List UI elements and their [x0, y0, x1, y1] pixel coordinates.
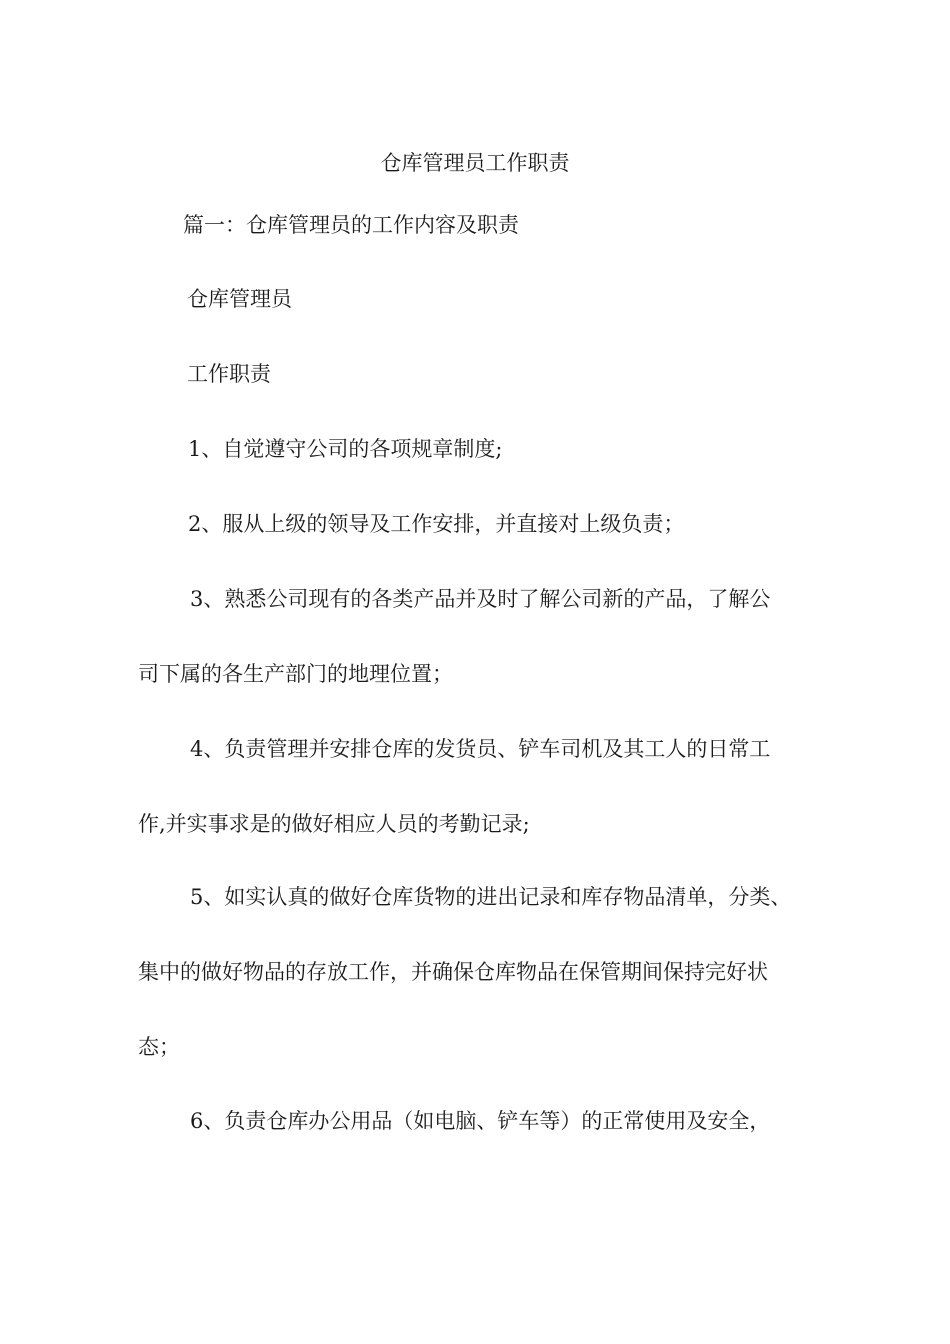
- duty-item-6: 6、负责仓库办公用品（如电脑、铲车等）的正常使用及安全，: [190, 1109, 771, 1133]
- duties-label: 工作职责: [187, 362, 271, 386]
- duty-item-1: 1、自觉遵守公司的各项规章制度;: [188, 437, 503, 461]
- duty-item-4-line2: 作,并实事求是的做好相应人员的考勤记录;: [138, 812, 530, 836]
- duty-item-5-line2: 集中的做好物品的存放工作，并确保仓库物品在保管期间保持完好状: [138, 960, 768, 984]
- duty-item-2: 2、服从上级的领导及工作安排，并直接对上级负责；: [188, 512, 685, 536]
- section-heading: 篇一：仓库管理员的工作内容及职责: [183, 213, 519, 237]
- duty-item-4-line1: 4、负责管理并安排仓库的发货员、铲车司机及其工人的日常工: [190, 737, 771, 761]
- role-label: 仓库管理员: [187, 287, 292, 311]
- document-title: 仓库管理员工作职责: [380, 151, 570, 175]
- duty-item-3-line2: 司下属的各生产部门的地理位置；: [138, 662, 453, 686]
- duty-item-5-line1: 5、如实认真的做好仓库货物的进出记录和库存物品清单，分类、: [190, 885, 792, 909]
- duty-item-5-line3: 态；: [138, 1035, 180, 1059]
- duty-item-3-line1: 3、熟悉公司现有的各类产品并及时了解公司新的产品，了解公: [190, 587, 771, 611]
